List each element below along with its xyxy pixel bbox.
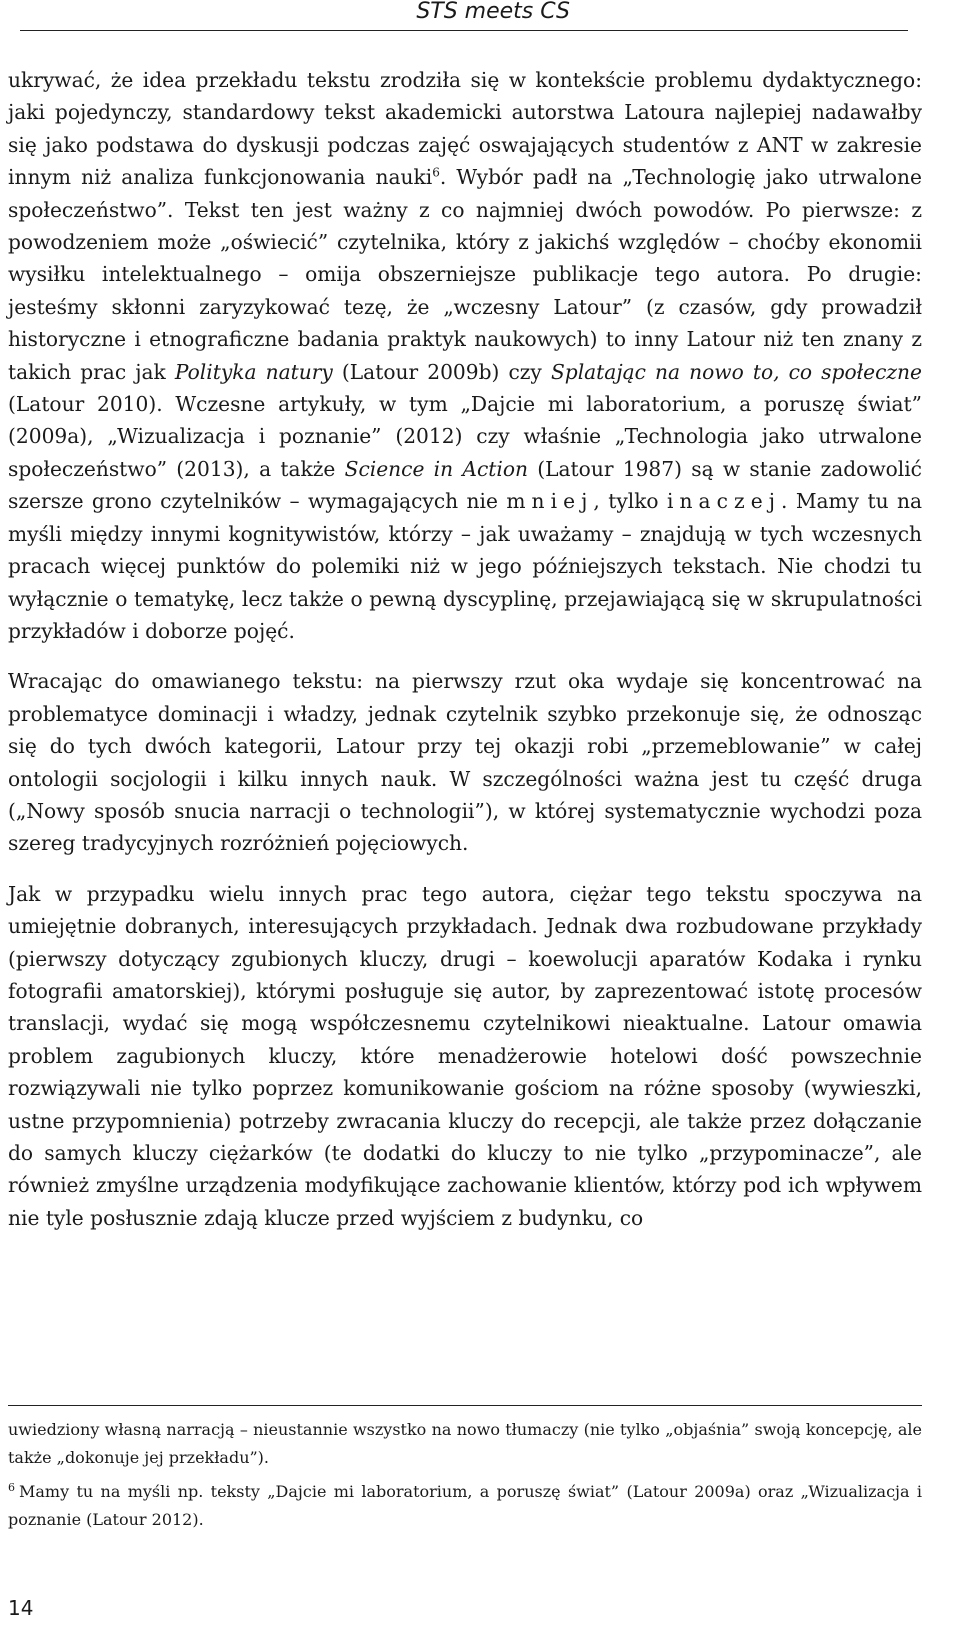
footnote-reference-6[interactable]: 6 [432,165,440,180]
paragraph-1-text-a: ukrywać, że idea przekładu tekstu zrodziła się w kontekście problemu dydaktycznego: jaki pojedynczy, standardowy tekst akademicki autorstwa Latoura najlepiej nadawałby się jako podstawa do dyskusji podczas zajęć oswajających studentów z ANT w zakresie innym niż analiza funkcjonowania nauki [8,68,922,190]
title-science-in-action: Science in Action [344,456,528,481]
title-polityka-natury: Polityka natury [174,359,333,384]
footnote-6 [8,1478,922,1534]
page-number: 14 [8,1596,34,1620]
footnote-6-text: Mamy tu na myśli np. teksty „Dajcie mi laboratorium, a poruszę świat” (Latour 2009a) oraz „Wizualizacja i poznanie (Latour 2012). [8,1482,922,1529]
paragraph-1-text-d: (Latour 2010). Wczesne artykuły, w tym „Dajcie mi laboratorium, a poruszę świat” (2009a), „Wizualizacja i poznanie” (2012) czy właśnie „Technologia jako utrwalone społeczeństwo” (2013), a także [8,392,922,481]
footnote-separator [8,1405,922,1406]
paragraph-1-text-b: . Wybór padł na „Technologię jako utrwalone społeczeństwo”. Tekst ten jest ważny z co najmniej dwóch powodów. Po pierwsze: z powodzeniem może „oświecić” czytelnika, który z jakichś względów – choćby ekonomii wysiłku intelektualnego – omija obszerniejsze publikacje tego autora. Po drugie: jesteśmy skłonni zaryzykować tezę, że „wczesny Latour” (z czasów, gdy prowadził historyczne i etnograficzne badania praktyk naukowych) to inny Latour niż ten znany z takich prac jak [8,165,923,384]
spaced-word-inaczej: inaczej [666,489,782,514]
paragraph-1 [8,64,922,647]
paragraph-1-text-e: (Latour 1987) są w stanie zadowolić szersze grono czytelników – wymagających nie [8,456,922,514]
paragraph-3: Jak w przypadku wielu innych prac tego autora, ciężar tego tekstu spoczywa na umiejętnie dobranych, interesujących przykładach. Jednak dwa rozbudowane przykłady (pierwszy dotyczący zgubionych kluczy, drugi – koewolucji aparatów Kodaka i rynku fotografii amatorskiej), którymi posługuje się autor, by zaprezentować istotę procesów translacji, wydać się mogą współczesnemu czytelnikowi nieaktualne. Latour omawia problem zagubionych kluczy, które menadżerowie hotelowi dość powszechnie rozwiązywali nie tylko poprzez komunikowanie gościom na różne sposoby (wywieszki, ustne przypomnienia) potrzeby zwracania kluczy do recepcji, ale także przez dołączanie do samych kluczy ciężarków (te dodatki do kluczy to nie tylko „przypominacze”, ale również zmyślne urządzenia modyfikujące zachowanie klientów, którzy pod ich wpływem nie tyle posłusznie zdają klucze przed wyjściem z budynku, co [8,881,922,1230]
footnote-continued: uwiedziony własną narracją – nieustannie wszystko na nowo tłumaczy (nie tylko „objaśnia” swoją koncepcję, ale także „dokonuje jej przekładu”). [8,1420,922,1467]
paragraph-2: Wracając do omawianego tekstu: na pierwszy rzut oka wydaje się koncentrować na problematyce dominacji i władzy, jednak czytelnik szybko przekonuje się, że odnosząc się do tych dwóch kategorii, Latour przy tej okazji robi „przemeblowanie” w całej ontologii socjologii i kilku innych nauk. W szczególności ważna jest tu część druga („Nowy sposób snucia narracji o technologii”), w której systematycznie wychodzi poza szereg tradycyjnych rozróżnień pojęciowych. [8,669,922,856]
running-header [20,0,908,31]
spaced-word-mniej: mniej [506,489,594,514]
footnotes [8,1416,922,1534]
footnote-6-number: 6 [8,1480,15,1494]
paragraph-1-text-f: , tylko [593,489,667,514]
running-title: STS meets CS [416,0,570,24]
title-splatajac-na-nowo: Splatając na nowo to, co społeczne [550,359,922,384]
paragraph-1-text-g: . Mamy tu na myśli między innymi kognitywistów, którzy – jak uważamy – znajdują w tych wczesnych pracach więcej punktów do polemiki niż w jego późniejszych tekstach. Nie chodzi tu wyłącznie o tematykę, lecz także o pewną dyscyplinę, przejawiającą się w skrupulatności przykładów i doborze pojęć. [8,489,922,643]
main-text [8,64,922,1234]
paragraph-1-text-c: (Latour 2009b) czy [332,359,551,384]
